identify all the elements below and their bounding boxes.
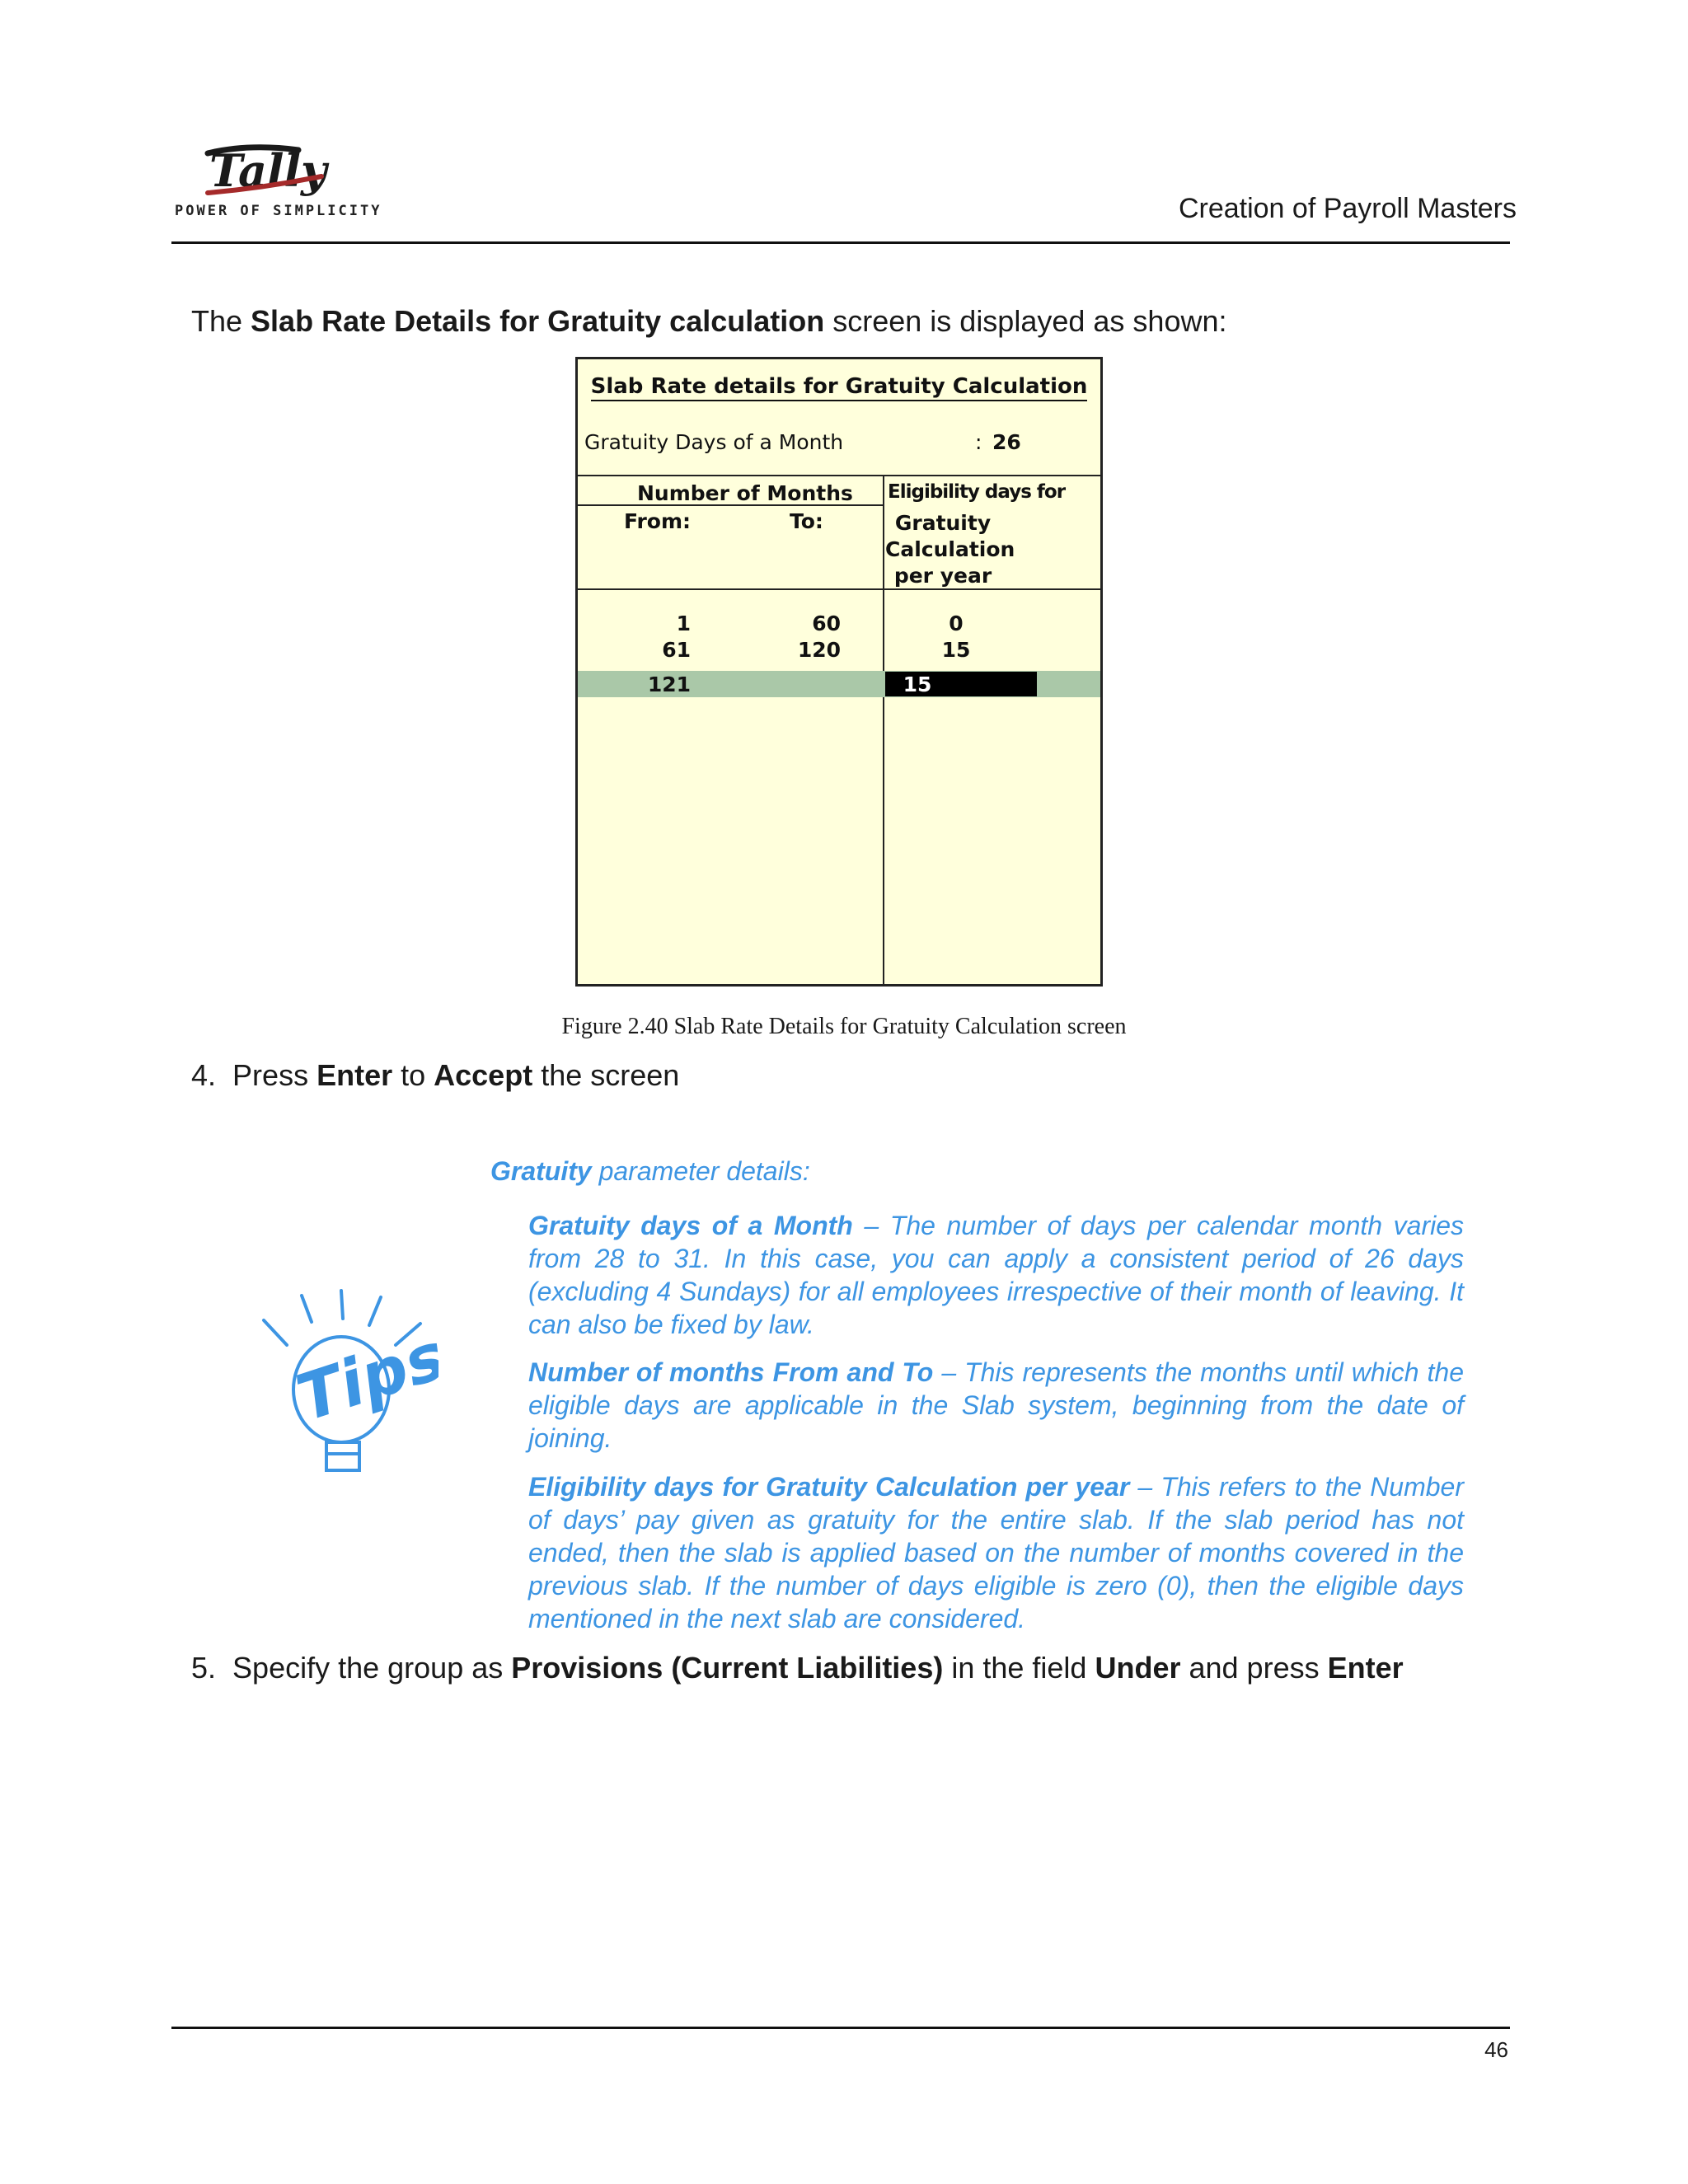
- col-header-eligibility-4: per year: [893, 564, 992, 588]
- intro-paragraph: [191, 303, 1226, 340]
- col-header-to: To:: [790, 509, 823, 533]
- step-keyword: Under: [1095, 1651, 1181, 1685]
- step-text: Press: [232, 1058, 317, 1092]
- header-rule: [171, 241, 1510, 244]
- screen-title-text: Slab Rate details for Gratuity Calculation: [591, 374, 1088, 401]
- row-to: 60: [812, 612, 841, 635]
- step-keyword: Accept: [434, 1058, 533, 1092]
- step-number: 5.: [191, 1651, 217, 1685]
- step-text: in the field: [943, 1651, 1095, 1685]
- intro-prefix: The: [191, 304, 251, 338]
- col-header-eligibility-3: Calculation: [885, 537, 1015, 561]
- table-header-bottom-rule: [578, 588, 1100, 590]
- row-from: 61: [662, 638, 691, 662]
- page-number: 46: [1484, 2037, 1508, 2062]
- step-text: and press: [1180, 1651, 1328, 1685]
- step-5: [191, 1650, 1404, 1686]
- gratuity-days-label: Gratuity Days of a Month: [584, 430, 844, 454]
- step-text: Specify the group as: [232, 1651, 512, 1685]
- step-4: [191, 1057, 679, 1094]
- tip-term: Gratuity days of a Month: [528, 1211, 853, 1240]
- tip-text: – This represents the months until which the eligible days are applicable in the Slab system, beginning from the date of joining.: [528, 1357, 1465, 1453]
- slab-rate-screen: [575, 357, 1103, 987]
- row-from: 121: [647, 673, 691, 696]
- col-header-months: Number of Months: [637, 481, 853, 505]
- step-keyword: Enter: [1327, 1651, 1404, 1685]
- step-number: 4.: [191, 1058, 217, 1092]
- tip-term: Number of months From and To: [528, 1357, 934, 1387]
- tip-item: [528, 1209, 1464, 1341]
- footer-rule: [171, 2027, 1510, 2029]
- row-from: 1: [676, 612, 691, 635]
- tip-item: [528, 1470, 1464, 1635]
- tips-heading: [490, 1155, 810, 1188]
- figure-caption: Figure 2.40 Slab Rate Details for Gratuity Calculation screen: [561, 1014, 1127, 1039]
- intro-bold: Slab Rate Details for Gratuity calculation: [251, 304, 825, 338]
- step-keyword: Enter: [316, 1058, 393, 1092]
- table-top-rule: [578, 475, 1100, 476]
- step-text: to: [392, 1058, 434, 1092]
- row-days: 15: [941, 638, 971, 662]
- step-text: the screen: [532, 1058, 680, 1092]
- tips-heading-rest: parameter details:: [591, 1156, 810, 1186]
- screen-title: [578, 374, 1100, 399]
- column-divider: [883, 475, 884, 984]
- chapter-title: Creation of Payroll Masters: [1178, 193, 1517, 224]
- tip-text: – This refers to the Number of days’ pay given as gratuity for the entire slab. If the slab period has not ended, then the slab is applied based on the number of months covered in the previous slab. If the number of days eligible is zero (0), then the eligible days mentioned in the next slab are considered.: [528, 1472, 1465, 1633]
- tip-term: Eligibility days for Gratuity Calculation per year: [528, 1472, 1130, 1502]
- tip-text: – The number of days per calendar month varies from 28 to 31. In this case, you can apply a consistent period of 26 days (excluding 4 Sundays) for all employees irrespective of their month of leaving. It can also be fixed by law.: [528, 1211, 1465, 1339]
- col-header-eligibility-1: Eligibility days for: [888, 481, 1066, 503]
- tip-item: [528, 1356, 1464, 1455]
- intro-suffix: screen is displayed as shown:: [824, 304, 1227, 338]
- row-days[interactable]: 15: [903, 673, 932, 696]
- row-to: 120: [797, 638, 841, 662]
- tips-heading-bold: Gratuity: [490, 1156, 592, 1186]
- row-days: 0: [949, 612, 964, 635]
- col-header-eligibility-2: Gratuity: [894, 511, 992, 535]
- tips-lightbulb-icon: [257, 1286, 438, 1475]
- logo-text: Tally: [209, 144, 327, 197]
- step-keyword: Provisions (Current Liabilities): [511, 1651, 944, 1685]
- gratuity-days-field[interactable]: 26: [992, 430, 1021, 454]
- tally-logo-mark: [175, 138, 373, 203]
- logo-tagline: POWER OF SIMPLICITY: [175, 203, 382, 219]
- svg-text:Tips: Tips: [288, 1319, 438, 1436]
- col-header-from: From:: [624, 509, 692, 533]
- gratuity-days-colon: :: [975, 430, 982, 454]
- tally-logo: [175, 138, 382, 221]
